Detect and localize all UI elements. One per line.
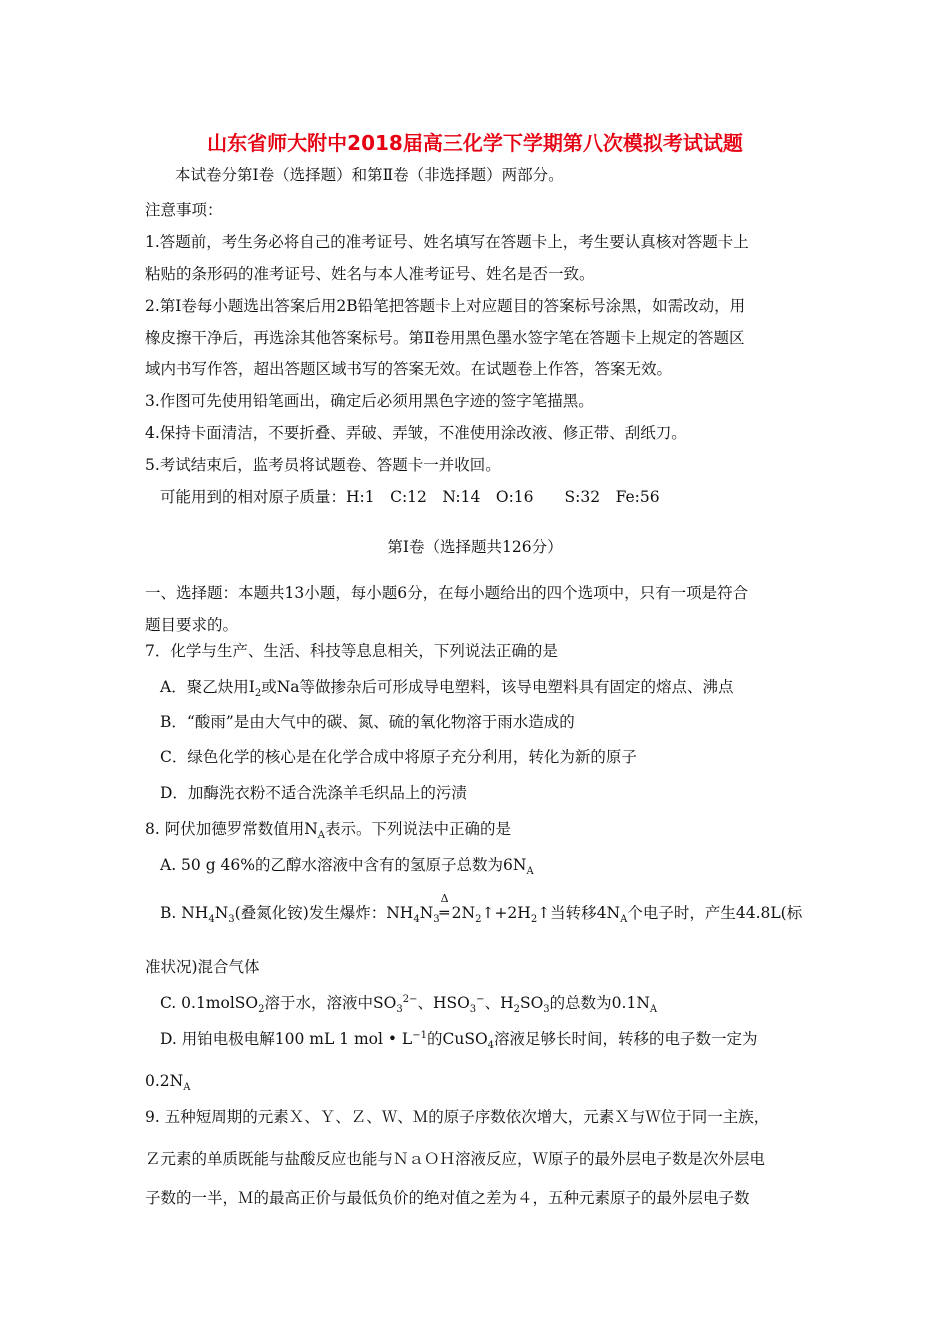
q8-option-c: C. 0.1molSO$_2$溶于水，溶液中$SO_3^{2-}$、$HSO_3^-$、$H_2SO_3$的总数为$0.1N_A$: [160, 993, 658, 1016]
q8-option-b-cont: 准状况)混合气体: [145, 958, 260, 976]
notice-1-cont: 粘贴的条形码的准考证号、姓名与本人准考证号、姓名是否一致。: [145, 265, 595, 283]
notice-1: 1.答题前，考生务必将自己的准考证号、姓名填写在答题卡上，考生要认真核对答题卡上: [145, 233, 749, 251]
q9-stem-line-2: Ｚ元素的单质既能与盐酸反应也能与ＮａＯＨ溶液反应，Ｗ原子的最外层电子数是次外层电: [145, 1150, 766, 1168]
notice-2: 2.第Ⅰ卷每小题选出答案后用2B铅笔把答题卡上对应题目的答案标号涂黑，如需改动，用: [145, 297, 746, 315]
notice-2-cont: 橡皮擦干净后，再选涂其他答案标号。第Ⅱ卷用黑色墨水签字笔在答题卡上规定的答题区: [145, 329, 745, 347]
q9-stem-line-1: 9. 五种短周期的元素Ｘ、Ｙ、Ｚ、Ｗ、Ｍ的原子序数依次增大，元素Ｘ与Ｗ位于同一主族，: [145, 1108, 770, 1126]
q8-option-d: D. 用铂电极电解100 mL 1 mol • $L^{-1}$的CuSO$_4$溶液足够长时间，转移的电子数一定为: [160, 1029, 758, 1052]
notice-4: 4.保持卡面清洁，不要折叠、弄破、弄皱，不准使用涂改液、修正带、刮纸刀。: [145, 424, 687, 442]
q7-option-a: A．聚乙炔用$I_2$或Na等做掺杂后可形成导电塑料，该导电塑料具有固定的熔点、沸点: [160, 678, 734, 700]
q8-option-d-cont: $0.2N_A$: [145, 1072, 191, 1094]
q7-stem: 7．化学与生产、生活、科技等息息相关，下列说法正确的是: [145, 642, 558, 660]
q8-stem: 8. 阿伏加德罗常数值用$N_A$表示。下列说法中正确的是: [145, 820, 512, 842]
section-instructions: 一、选择题：本题共13小题，每小题6分，在每小题给出的四个选项中，只有一项是符合: [145, 584, 749, 602]
section-instructions-cont: 题目要求的。: [145, 616, 239, 634]
q7-option-d: D．加酶洗衣粉不适合洗涤羊毛织品上的污渍: [160, 784, 467, 802]
heat-symbol: Δ ═: [439, 892, 449, 922]
notice-5: 5.考试结束后，监考员将试题卷、答题卡一并收回。: [145, 456, 501, 474]
notice-heading: 注意事项：: [145, 201, 223, 219]
q9-stem-line-3: 子数的一半，Ｍ的最高正价与最低负价的绝对值之差为４，五种元素原子的最外层电子数: [145, 1189, 750, 1207]
q8-option-a: A. 50 g 46%的乙醇水溶液中含有的氢原子总数为$6N_A$: [160, 856, 534, 878]
intro-text: 本试卷分第Ⅰ卷（选择题）和第Ⅱ卷（非选择题）两部分。: [175, 166, 564, 184]
page-title: 山东省师大附中2018届高三化学下学期第八次模拟考试试题: [207, 131, 743, 155]
notice-3: 3.作图可先使用铅笔画出，确定后必须用黑色字迹的签字笔描黑。: [145, 392, 594, 410]
q7-option-c: C．绿色化学的核心是在化学合成中将原子充分利用，转化为新的原子: [160, 748, 637, 766]
atomic-masses: 可能用到的相对原子质量：H:1 C:12 N:14 O:16 S:32 Fe:56: [160, 488, 660, 506]
q8-option-b: B. $NH_4N_3$(叠氮化铵)发生爆炸：$NH_4N_3$ Δ ═ $2N_2↑+2H_2↑$当转移$4N_A$个电子时，产生44.8L(标: [160, 892, 803, 926]
section-heading: 第Ⅰ卷（选择题共126分）: [387, 538, 563, 556]
notice-2-cont2: 域内书写作答，超出答题区域书写的答案无效。在试题卷上作答，答案无效。: [145, 360, 673, 378]
q7-option-b: B．“酸雨”是由大气中的碳、氮、硫的氧化物溶于雨水造成的: [160, 713, 575, 731]
